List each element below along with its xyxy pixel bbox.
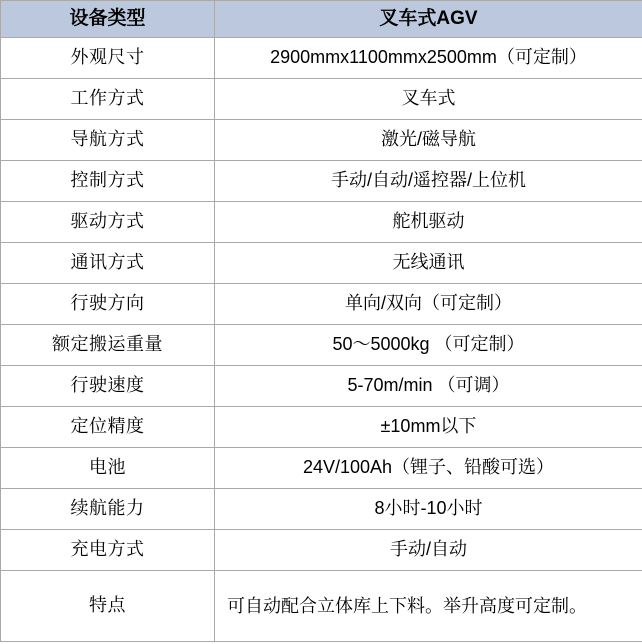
row-value: 叉车式: [215, 79, 642, 120]
row-label: 行驶方向: [1, 284, 215, 325]
row-label: 特点: [1, 571, 215, 642]
row-label: 控制方式: [1, 161, 215, 202]
row-value: 无线通讯: [215, 243, 642, 284]
table-header: [1, 1, 642, 38]
row-value: ±10mm以下: [215, 407, 642, 448]
table-row: [1, 284, 642, 325]
table-row: [1, 38, 642, 79]
row-label: 导航方式: [1, 120, 215, 161]
row-value: 单向/双向（可定制）: [215, 284, 642, 325]
row-label: 续航能力: [1, 489, 215, 530]
row-label: 行驶速度: [1, 366, 215, 407]
table-row: [1, 243, 642, 284]
table-row: [1, 161, 642, 202]
row-value: 可自动配合立体库上下料。举升高度可定制。: [215, 571, 642, 642]
table-header-row: [1, 1, 642, 38]
table-row: [1, 202, 642, 243]
row-value: 2900mmx1100mmx2500mm（可定制）: [215, 38, 642, 79]
row-label: 充电方式: [1, 530, 215, 571]
table-row: [1, 407, 642, 448]
table-row: [1, 366, 642, 407]
table-row: [1, 489, 642, 530]
row-value: 50～5000kg （可定制）: [215, 325, 642, 366]
table-row: [1, 571, 642, 642]
row-value: 激光/磁导航: [215, 120, 642, 161]
header-cell-device-type: 设备类型: [1, 1, 215, 38]
row-label: 定位精度: [1, 407, 215, 448]
table-body: [1, 38, 642, 642]
row-value: 舵机驱动: [215, 202, 642, 243]
table-row: [1, 448, 642, 489]
row-value: 5-70m/min （可调）: [215, 366, 642, 407]
table-row: [1, 79, 642, 120]
row-label: 工作方式: [1, 79, 215, 120]
row-label: 通讯方式: [1, 243, 215, 284]
header-cell-device-name: 叉车式AGV: [215, 1, 642, 38]
row-value: 手动/自动: [215, 530, 642, 571]
row-label: 外观尺寸: [1, 38, 215, 79]
table-row: [1, 120, 642, 161]
row-value: 手动/自动/遥控器/上位机: [215, 161, 642, 202]
row-label: 额定搬运重量: [1, 325, 215, 366]
table-row: [1, 325, 642, 366]
row-value: 8小时-10小时: [215, 489, 642, 530]
row-label: 驱动方式: [1, 202, 215, 243]
row-label: 电池: [1, 448, 215, 489]
row-value: 24V/100Ah（锂子、铅酸可选）: [215, 448, 642, 489]
table-row: [1, 530, 642, 571]
